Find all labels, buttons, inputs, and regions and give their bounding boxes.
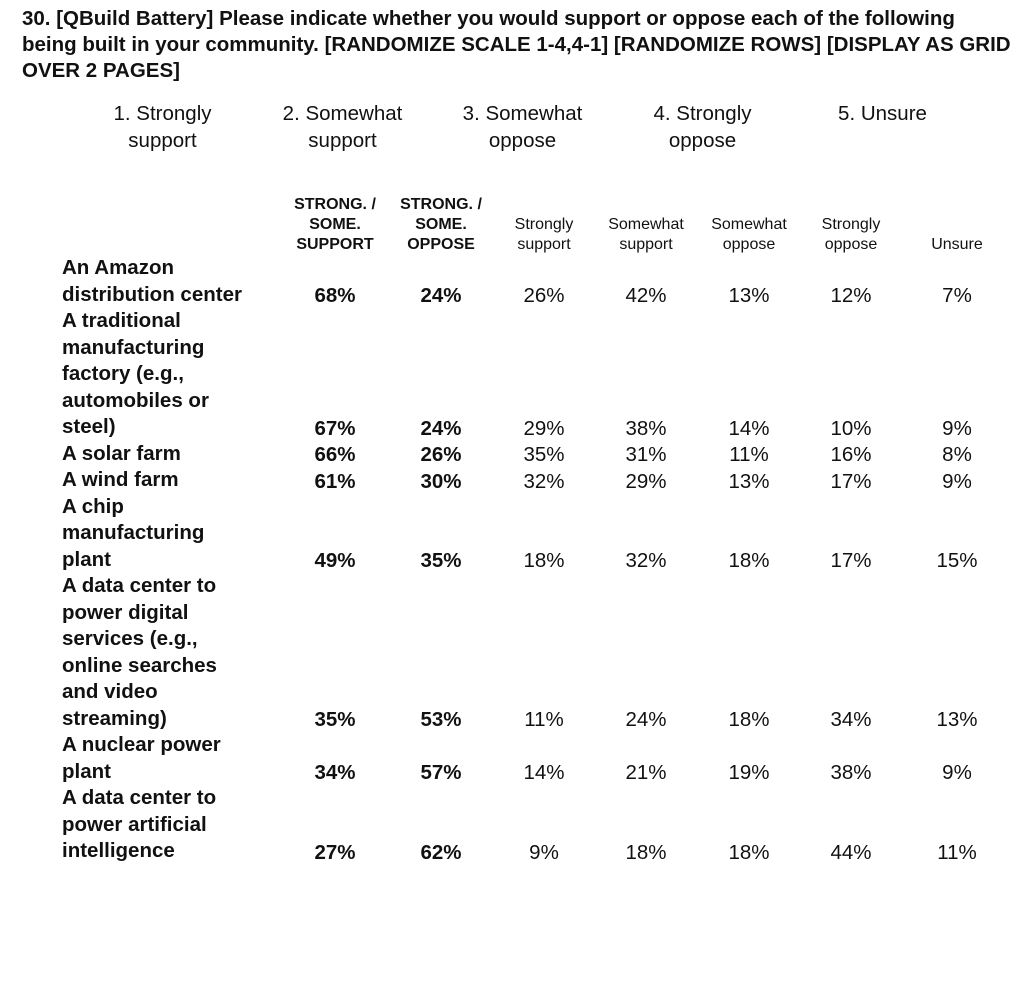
- cell-strongly-support: 9%: [529, 840, 559, 864]
- cell-somewhat-support: 31%: [625, 443, 667, 466]
- cell-somewhat-oppose: 11%: [729, 443, 769, 466]
- scale-option-3: 3. Somewhat oppose: [462, 102, 583, 152]
- col-header-net-support: STRONG. / SOME. SUPPORT: [294, 196, 376, 253]
- cell-strongly-support: 11%: [524, 708, 564, 731]
- cell-somewhat-support: 29%: [625, 469, 667, 493]
- header-row: [62, 195, 1012, 255]
- cell-net-support: 49%: [314, 549, 356, 572]
- cell-net-oppose: 30%: [420, 469, 462, 493]
- table-row: [62, 255, 1012, 308]
- row-label: A data center to power digital services (e.g., online searches and video streaming): [62, 574, 217, 730]
- cell-somewhat-oppose: 18%: [728, 549, 770, 572]
- col-header-strongly-oppose: Strongly oppose: [821, 216, 881, 253]
- cell-strongly-support: 18%: [523, 549, 565, 572]
- cell-net-oppose: 62%: [420, 840, 462, 864]
- cell-somewhat-oppose: 13%: [728, 469, 770, 493]
- cell-somewhat-support: 32%: [625, 549, 667, 572]
- row-label: A solar farm: [62, 441, 181, 465]
- cell-net-oppose: 53%: [420, 708, 462, 731]
- cell-strongly-support: 26%: [523, 284, 565, 307]
- row-label: A data center to power artificial intelligence: [62, 786, 217, 862]
- cell-strongly-support: 29%: [523, 416, 565, 440]
- cell-unsure: 8%: [942, 443, 972, 466]
- cell-strongly-support: 35%: [523, 443, 565, 466]
- cell-somewhat-support: 18%: [625, 840, 667, 864]
- results-table: [62, 195, 1012, 865]
- cell-strongly-support: 32%: [523, 469, 565, 493]
- col-header-strongly-support: Strongly support: [514, 216, 574, 253]
- col-header-unsure: Unsure: [931, 236, 983, 253]
- cell-somewhat-oppose: 13%: [728, 284, 770, 307]
- cell-strongly-support: 14%: [523, 761, 565, 784]
- table-row: [62, 494, 1012, 574]
- cell-unsure: 9%: [942, 469, 972, 493]
- col-header-net-oppose: STRONG. / SOME. OPPOSE: [400, 196, 482, 253]
- cell-net-support: 27%: [314, 840, 356, 864]
- cell-strongly-oppose: 16%: [830, 443, 872, 466]
- question-number: 30.: [22, 7, 51, 30]
- cell-net-support: 34%: [314, 761, 356, 784]
- cell-strongly-oppose: 38%: [830, 761, 872, 784]
- cell-net-support: 35%: [314, 708, 356, 731]
- cell-unsure: 15%: [936, 549, 978, 572]
- table-row: [62, 785, 1012, 865]
- cell-somewhat-oppose: 19%: [728, 761, 770, 784]
- cell-unsure: 7%: [942, 284, 972, 307]
- table-row: [62, 467, 1012, 494]
- response-scale: [0, 100, 1024, 160]
- cell-somewhat-oppose: 18%: [728, 840, 770, 864]
- cell-strongly-oppose: 44%: [830, 840, 872, 864]
- cell-strongly-oppose: 10%: [830, 416, 872, 440]
- cell-strongly-oppose: 12%: [830, 284, 872, 307]
- cell-net-support: 67%: [314, 416, 356, 440]
- table-row: [62, 441, 1012, 468]
- question-body: [QBuild Battery] Please indicate whether you would support or oppose each of the following being built in your community. [RANDOMIZE SCALE 1-4,4-1] [RANDOMIZE ROWS] [DISPLAY AS GRID OVER 2 PAGES]: [22, 7, 1011, 82]
- table-row: [62, 732, 1012, 785]
- cell-somewhat-support: 21%: [625, 761, 667, 784]
- table-row: [62, 573, 1012, 732]
- col-header-somewhat-oppose: Somewhat oppose: [711, 216, 787, 253]
- cell-unsure: 11%: [937, 840, 977, 864]
- cell-net-oppose: 57%: [420, 761, 462, 784]
- cell-somewhat-oppose: 18%: [728, 708, 770, 731]
- cell-strongly-oppose: 34%: [830, 708, 872, 731]
- row-label: A chip manufacturing plant: [62, 494, 205, 571]
- cell-net-support: 66%: [314, 443, 356, 466]
- cell-somewhat-support: 38%: [625, 416, 667, 440]
- row-label: A traditional manufacturing factory (e.g., automobiles or steel): [62, 309, 209, 438]
- table-row: [62, 308, 1012, 441]
- cell-strongly-oppose: 17%: [830, 469, 872, 493]
- row-label: A wind farm: [62, 468, 179, 491]
- cell-strongly-oppose: 17%: [830, 549, 872, 572]
- cell-unsure: 9%: [942, 761, 972, 784]
- cell-unsure: 9%: [942, 416, 972, 440]
- cell-net-oppose: 24%: [420, 416, 462, 440]
- cell-net-oppose: 35%: [420, 549, 462, 572]
- scale-option-5: 5. Unsure: [838, 102, 927, 125]
- cell-net-oppose: 24%: [420, 284, 462, 307]
- cell-unsure: 13%: [936, 708, 978, 731]
- scale-option-4: 4. Strongly oppose: [653, 102, 752, 152]
- cell-somewhat-support: 24%: [625, 708, 667, 731]
- row-label: An Amazon distribution center: [62, 256, 242, 306]
- scale-option-1: 1. Strongly support: [113, 102, 212, 152]
- question-text: [22, 6, 1012, 84]
- col-header-somewhat-support: Somewhat support: [608, 216, 684, 253]
- cell-net-support: 61%: [314, 469, 356, 493]
- scale-option-2: 2. Somewhat support: [282, 102, 403, 152]
- cell-net-oppose: 26%: [420, 443, 462, 466]
- cell-net-support: 68%: [314, 284, 356, 307]
- row-label: A nuclear power plant: [62, 733, 221, 783]
- cell-somewhat-support: 42%: [625, 284, 667, 307]
- cell-somewhat-oppose: 14%: [728, 416, 770, 440]
- row-label-header: [62, 195, 282, 255]
